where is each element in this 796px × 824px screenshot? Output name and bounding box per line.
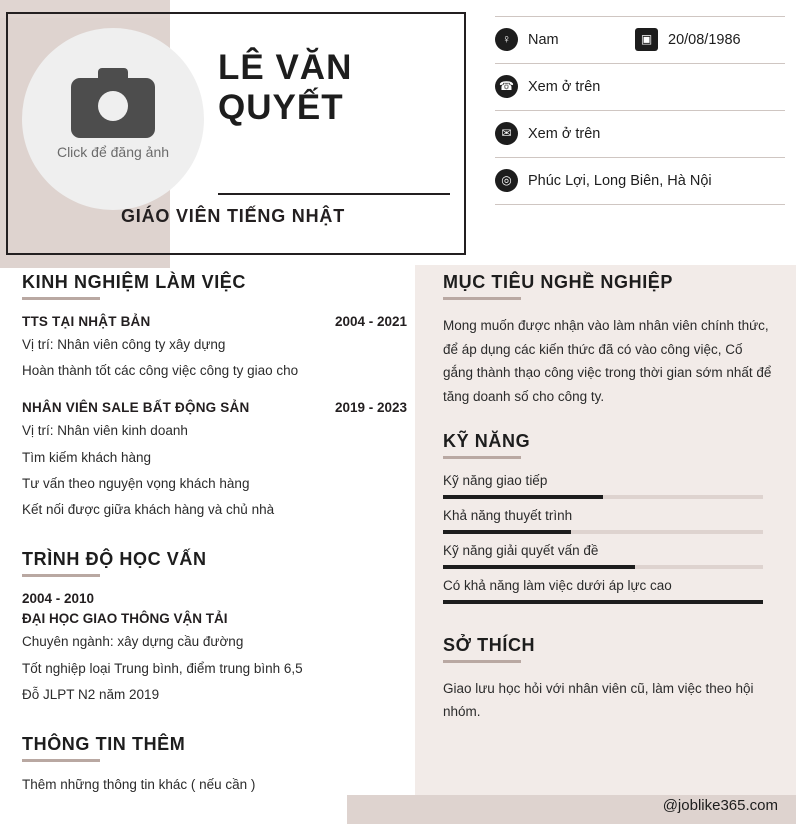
job-title: GIÁO VIÊN TIẾNG NHẬT bbox=[120, 206, 345, 226]
experience-detail: Kết nối được giữa khách hàng và chủ nhà bbox=[22, 502, 275, 518]
contact-birthday-value: 20/08/1986 bbox=[668, 31, 741, 48]
experience-period: 2004 - 2021 bbox=[334, 314, 407, 329]
calendar-icon: ▣ bbox=[635, 28, 658, 51]
photo-upload-placeholder[interactable] bbox=[22, 28, 204, 210]
contact-address-value: Phúc Lợi, Long Biên, Hà Nội bbox=[528, 172, 712, 189]
education-year: 2004 - 2010 bbox=[22, 591, 95, 607]
candidate-name bbox=[218, 48, 450, 129]
objective-text: Mong muốn được nhận vào làm nhân viên chính thức, để áp dụng các kiến thức đã có vào công việc, Cố gắng thành thạo công việc trong thời gian sớm nhất để tăng doanh số cho công ty. bbox=[443, 318, 772, 404]
spacer bbox=[22, 388, 407, 400]
section-rule-hobbies bbox=[443, 660, 521, 663]
experience-item bbox=[22, 314, 407, 380]
skill-bar-fill bbox=[443, 530, 571, 534]
skill-bar bbox=[443, 495, 763, 499]
contact-divider-5 bbox=[495, 204, 785, 205]
more-info-text: Thêm những thông tin khác ( nếu cần ) bbox=[22, 776, 256, 792]
education-detail: Đỗ JLPT N2 năm 2019 bbox=[22, 686, 160, 702]
name-divider bbox=[218, 193, 450, 195]
mail-icon: ✉ bbox=[495, 122, 518, 145]
section-rule-objective bbox=[443, 297, 521, 300]
skill-label: Kỹ năng giải quyết vấn đề bbox=[443, 542, 599, 558]
experience-detail: Vị trí: Nhân viên kinh doanh bbox=[22, 423, 188, 439]
experience-detail: Tư vấn theo nguyện vọng khách hàng bbox=[22, 475, 250, 491]
camera-lens-icon bbox=[98, 91, 128, 121]
contact-row-gender-birthday bbox=[495, 17, 785, 63]
section-title-objective: MỤC TIÊU NGHỀ NGHIỆP bbox=[443, 272, 674, 292]
section-title-skills: KỸ NĂNG bbox=[443, 430, 531, 451]
skill-label: Khả năng thuyết trình bbox=[443, 507, 573, 523]
skill-item bbox=[443, 473, 773, 499]
skill-item bbox=[443, 508, 773, 534]
gender-icon: ♀ bbox=[495, 28, 518, 51]
experience-role: NHÂN VIÊN SALE BẤT ĐỘNG SẢN bbox=[22, 400, 250, 416]
skill-bar bbox=[443, 565, 763, 569]
location-icon: ◎ bbox=[495, 169, 518, 192]
left-column bbox=[22, 272, 407, 802]
education-school: ĐẠI HỌC GIAO THÔNG VẬN TẢI bbox=[22, 611, 228, 627]
section-title-more-info: THÔNG TIN THÊM bbox=[22, 733, 186, 754]
education-detail: Tốt nghiệp loại Trung bình, điểm trung bình 6,5 bbox=[22, 660, 303, 676]
phone-icon: ☎ bbox=[495, 75, 518, 98]
contact-phone-value: Xem ở trên bbox=[528, 78, 601, 95]
contact-gender-value: Nam bbox=[528, 31, 559, 48]
education-detail: Chuyên ngành: xây dựng cầu đường bbox=[22, 634, 244, 650]
section-title-education: TRÌNH ĐỘ HỌC VẤN bbox=[22, 549, 207, 570]
skill-label: Có khả năng làm việc dưới áp lực cao bbox=[443, 577, 672, 593]
skill-label: Kỹ năng giao tiếp bbox=[443, 472, 548, 488]
experience-detail: Vị trí: Nhân viên công ty xây dựng bbox=[22, 337, 226, 352]
camera-icon bbox=[71, 78, 155, 138]
section-title-hobbies: SỞ THÍCH bbox=[443, 634, 536, 655]
skill-bar-fill bbox=[443, 565, 635, 569]
spacer bbox=[443, 613, 773, 635]
section-rule-skills bbox=[443, 456, 521, 459]
skill-item bbox=[443, 543, 773, 569]
hobbies-text: Giao lưu học hỏi với nhân viên cũ, làm việc theo hội nhóm. bbox=[443, 680, 754, 720]
experience-role: TTS TẠI NHẬT BẢN bbox=[22, 314, 151, 329]
experience-item bbox=[22, 400, 407, 519]
skill-bar bbox=[443, 530, 763, 534]
candidate-name-line2: QUYẾT bbox=[218, 88, 344, 128]
contact-row-address bbox=[495, 158, 785, 204]
candidate-name-line1: LÊ VĂN bbox=[218, 48, 353, 87]
section-rule-more-info bbox=[22, 759, 100, 762]
experience-period: 2019 - 2023 bbox=[334, 400, 407, 416]
section-rule-education bbox=[22, 574, 100, 577]
section-rule-experience bbox=[22, 297, 100, 300]
contact-row-phone bbox=[495, 64, 785, 110]
spacer bbox=[443, 409, 773, 431]
spacer bbox=[22, 527, 407, 549]
contact-row-email bbox=[495, 111, 785, 157]
experience-detail: Hoàn thành tốt các công việc công ty giao cho bbox=[22, 363, 299, 379]
contact-block bbox=[495, 16, 785, 205]
skill-item bbox=[443, 578, 773, 604]
experience-detail: Tìm kiếm khách hàng bbox=[22, 449, 152, 465]
photo-upload-hint: Click để đăng ảnh bbox=[56, 144, 170, 160]
contact-email-value: Xem ở trên bbox=[528, 125, 601, 142]
watermark: @joblike365.com bbox=[662, 797, 778, 814]
spacer bbox=[22, 712, 407, 734]
skill-bar-fill bbox=[443, 495, 603, 499]
right-column bbox=[443, 272, 773, 724]
skill-bar-fill bbox=[443, 600, 763, 604]
skill-bar bbox=[443, 600, 763, 604]
section-title-experience: KINH NGHIỆM LÀM VIỆC bbox=[22, 272, 247, 292]
